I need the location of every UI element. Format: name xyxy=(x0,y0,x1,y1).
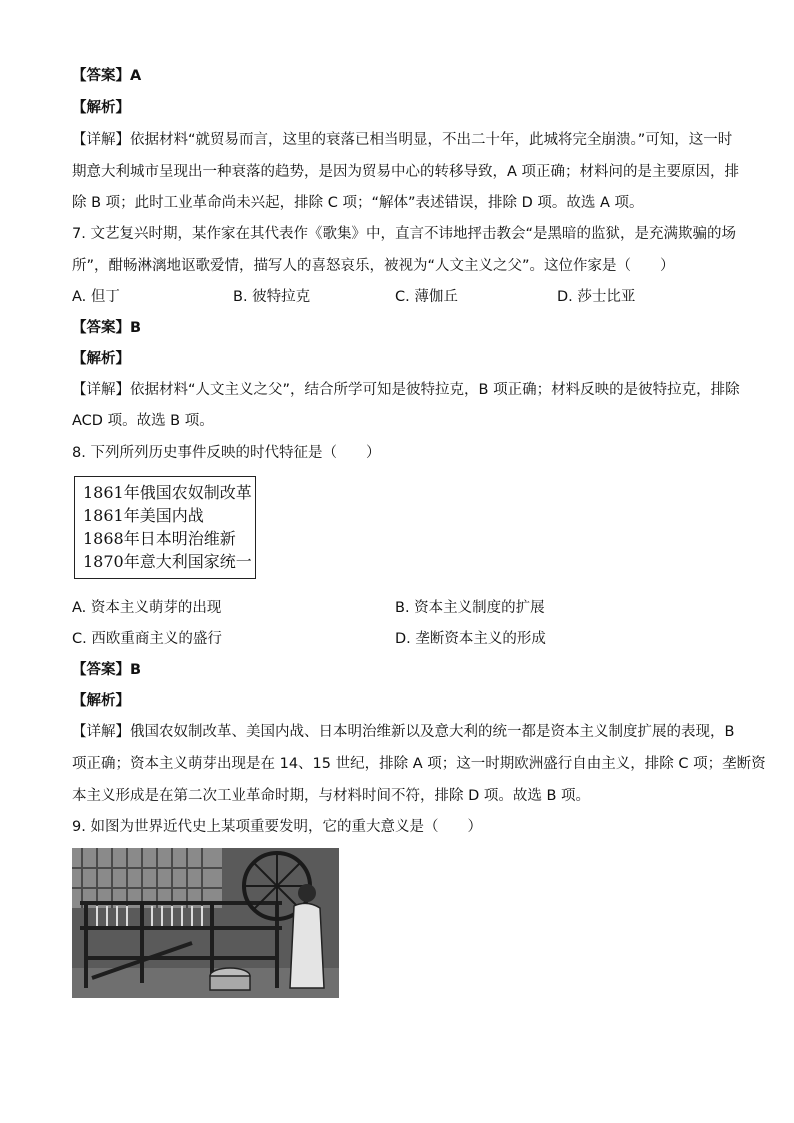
analysis-label-q6: 【解析】 xyxy=(72,100,130,116)
event-item: 1861年美国内战 xyxy=(83,506,204,525)
event-item: 1870年意大利国家统一 xyxy=(83,552,252,571)
events-box xyxy=(74,476,256,579)
q7-option-b: B. 彼特拉克 xyxy=(233,289,311,305)
answer-label-q8: 【答案】B xyxy=(72,662,142,678)
q7-option-d: D. 莎士比亚 xyxy=(557,289,636,305)
event-item: 1868年日本明治维新 xyxy=(83,529,236,548)
explanation-line: 期意大利城市呈现出一种衰落的趋势，是因为贸易中心的转移导致，A 项正确；材料问的是主要原因，排 xyxy=(72,164,740,180)
q8-option-b: B. 资本主义制度的扩展 xyxy=(395,600,545,616)
q8-option-a: A. 资本主义萌芽的出现 xyxy=(72,600,222,616)
answer-label-q6: 【答案】A xyxy=(72,68,142,84)
spinning-machine-drawing xyxy=(72,848,339,998)
explanation-line: 除 B 项；此时工业革命尚未兴起，排除 C 项；“解体”表述错误，排除 D 项。故选 A 项。 xyxy=(72,195,644,211)
q8-option-c: C. 西欧重商主义的盛行 xyxy=(72,631,222,647)
spinning-machine-illustration xyxy=(72,848,339,998)
explanation-line: 【详解】依据材料“人文主义之父”，结合所学可知是彼特拉克，B 项正确；材料反映的是彼特拉克，排除 xyxy=(72,382,740,398)
explanation-line: 本主义形成是在第二次工业革命时期，与材料时间不符，排除 D 项。故选 B 项。 xyxy=(72,788,591,804)
question-7-stem: 所”，酣畅淋漓地讴歌爱情，描写人的喜怒哀乐，被视为“人文主义之父”。这位作家是（ ） xyxy=(72,258,675,274)
analysis-label-q8: 【解析】 xyxy=(72,693,130,709)
question-8-stem: 8. 下列所列历史事件反映的时代特征是（ ） xyxy=(72,445,381,461)
answer-label-q7: 【答案】B xyxy=(72,320,142,336)
explanation-line: 项正确；资本主义萌芽出现是在 14、15 世纪，排除 A 项；这一时期欧洲盛行自由主义，排除 C 项；垄断资 xyxy=(72,756,766,772)
question-7-stem: 7. 文艺复兴时期，某作家在其代表作《歌集》中，直言不讳地抨击教会“是黑暗的监狱，是充满欺骗的场 xyxy=(72,226,736,242)
explanation-line: ACD 项。故选 B 项。 xyxy=(72,413,214,429)
q7-option-c: C. 薄伽丘 xyxy=(395,289,458,305)
q8-option-d: D. 垄断资本主义的形成 xyxy=(395,631,546,647)
event-item: 1861年俄国农奴制改革 xyxy=(83,483,252,502)
q7-option-a: A. 但丁 xyxy=(72,289,120,305)
explanation-line: 【详解】依据材料“就贸易而言，这里的衰落已相当明显，不出二十年，此城将完全崩溃。”可知，这一时 xyxy=(72,132,733,148)
analysis-label-q7: 【解析】 xyxy=(72,351,130,367)
explanation-line: 【详解】俄国农奴制改革、美国内战、日本明治维新以及意大利的统一都是资本主义制度扩展的表现，B xyxy=(72,724,735,740)
question-9-stem: 9. 如图为世界近代史上某项重要发明，它的重大意义是（ ） xyxy=(72,819,482,835)
